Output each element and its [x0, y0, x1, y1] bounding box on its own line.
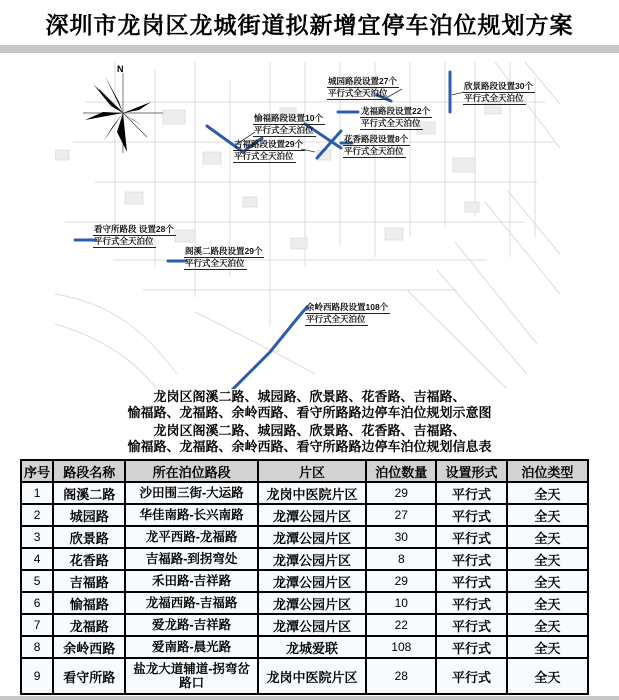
diagram-caption-line1: 龙岗区阁溪二路、城园路、欣景路、花香路、吉福路、: [153, 389, 466, 404]
cell-name: 余岭西路: [53, 636, 125, 658]
cell-type: 全天: [507, 636, 588, 658]
cell-type: 全天: [507, 504, 588, 526]
cell-segment: 华佳南路-长兴南路: [125, 504, 257, 526]
cell-segment: 盐龙大道辅道-拐弯岔路口: [125, 658, 257, 694]
cell-type: 全天: [507, 548, 588, 570]
annotation-jifu: 吉福路段设置29个 平行式全天泊位: [234, 139, 303, 161]
cell-type: 全天: [507, 482, 588, 504]
cell-name: 阁溪二路: [53, 482, 125, 504]
cell-count: 30: [366, 526, 436, 548]
column-header-type: 泊位类型: [507, 460, 588, 482]
cell-name: 愉福路: [53, 592, 125, 614]
cell-area: 龙岗中医院片区: [258, 658, 366, 694]
cell-area: 龙潭公园片区: [258, 504, 366, 526]
cell-segment: 龙福西路-吉福路: [125, 592, 257, 614]
cell-form: 平行式: [436, 526, 506, 548]
cell-name: 龙福路: [53, 614, 125, 636]
cell-area: 龙潭公园片区: [258, 570, 366, 592]
table-row: [21, 526, 588, 548]
planning-map: [55, 62, 560, 389]
annotation-chengyuan: 城园路段设置27个 平行式全天泊位: [328, 76, 397, 98]
cell-count: 29: [366, 482, 436, 504]
table-row: [21, 504, 588, 526]
cell-segment: 爱南路-晨光路: [125, 636, 257, 658]
cell-type: 全天: [507, 592, 588, 614]
cell-area: 龙潭公园片区: [258, 526, 366, 548]
divider-bar-bottom: [0, 696, 619, 700]
cell-no: 1: [21, 482, 53, 504]
table-row: [21, 548, 588, 570]
parking-info-table: [20, 459, 589, 695]
cell-no: 4: [21, 548, 53, 570]
table-caption-line2: 愉福路、龙福路、余岭西路、看守所路路边停车泊位规划信息表: [127, 438, 492, 454]
table-row: [21, 592, 588, 614]
cell-no: 5: [21, 570, 53, 592]
annotation-kanshousuo: 看守所路段 设置28个 平行式全天泊位: [94, 224, 174, 246]
cell-count: 10: [366, 592, 436, 614]
cell-no: 9: [21, 658, 53, 694]
compass-north-label: N: [117, 64, 124, 74]
cell-segment: 禾田路-吉祥路: [125, 570, 257, 592]
cell-name: 吉福路: [53, 570, 125, 592]
table-caption-line1: 龙岗区阁溪二路、城园路、欣景路、花香路、吉福路、: [153, 423, 466, 438]
annotation-huaxiang: 花香路段设置8个 平行式全天泊位: [344, 134, 409, 156]
diagram-caption-line2: 愉福路、龙福路、余岭西路、看守所路路边停车泊位规划示意图: [127, 404, 492, 420]
cell-no: 6: [21, 592, 53, 614]
cell-area: 龙岗中医院片区: [258, 482, 366, 504]
cell-name: 看守所路: [53, 658, 125, 694]
cell-area: 龙潭公园片区: [258, 548, 366, 570]
table-row: [21, 482, 588, 504]
cell-type: 全天: [507, 570, 588, 592]
cell-count: 108: [366, 636, 436, 658]
cell-form: 平行式: [436, 570, 506, 592]
column-header-no: 序号: [21, 460, 53, 482]
column-header-form: 设置形式: [436, 460, 506, 482]
cell-form: 平行式: [436, 658, 506, 694]
cell-type: 全天: [507, 526, 588, 548]
table-row: [21, 636, 588, 658]
cell-name: 城园路: [53, 504, 125, 526]
cell-count: 28: [366, 658, 436, 694]
cell-type: 全天: [507, 614, 588, 636]
annotation-yulingxi: 余岭西路段设置108个 平行式全天泊位: [306, 302, 389, 324]
column-header-segment: 所在泊位路段: [125, 460, 257, 482]
table-row: [21, 658, 588, 694]
header-row: [21, 460, 588, 482]
cell-name: 花香路: [53, 548, 125, 570]
cell-area: 龙潭公园片区: [258, 614, 366, 636]
cell-no: 2: [21, 504, 53, 526]
page-title: 深圳市龙岗区龙城街道拟新增宜停车泊位规划方案: [45, 12, 574, 38]
cell-area: 龙城爱联: [258, 636, 366, 658]
cell-segment: 沙田围三街-大运路: [125, 482, 257, 504]
cell-type: 全天: [507, 658, 588, 694]
cell-form: 平行式: [436, 592, 506, 614]
annotation-xinjing: 欣景路段设置30个 平行式全天泊位: [464, 81, 533, 103]
column-header-name: 路段名称: [53, 460, 125, 482]
cell-no: 7: [21, 614, 53, 636]
cell-segment: 吉福路-到拐弯处: [125, 548, 257, 570]
cell-count: 29: [366, 570, 436, 592]
cell-form: 平行式: [436, 504, 506, 526]
table-caption: [0, 423, 619, 454]
cell-no: 3: [21, 526, 53, 548]
cell-no: 8: [21, 636, 53, 658]
cell-count: 22: [366, 614, 436, 636]
divider-bar-top: [0, 45, 619, 53]
table-row: [21, 570, 588, 592]
cell-form: 平行式: [436, 482, 506, 504]
parking-info-table-wrap: [20, 459, 592, 695]
cell-form: 平行式: [436, 614, 506, 636]
table-row: [21, 614, 588, 636]
annotation-gexi: 阁溪二路段设置29个 平行式全天泊位: [185, 246, 263, 268]
diagram-caption: [0, 389, 619, 420]
cell-segment: 爱龙路-吉祥路: [125, 614, 257, 636]
cell-form: 平行式: [436, 548, 506, 570]
cell-count: 27: [366, 504, 436, 526]
annotation-yufu: 愉福路段设置10个 平行式全天泊位: [254, 113, 323, 135]
column-header-count: 泊位数量: [366, 460, 436, 482]
cell-count: 8: [366, 548, 436, 570]
cell-area: 龙潭公园片区: [258, 592, 366, 614]
cell-name: 欣景路: [53, 526, 125, 548]
cell-form: 平行式: [436, 636, 506, 658]
compass-petals: [85, 76, 151, 152]
column-header-area: 片区: [258, 460, 366, 482]
annotation-longfu: 龙福路段设置22个 平行式全天泊位: [361, 106, 430, 128]
cell-segment: 龙平西路-龙福路: [125, 526, 257, 548]
